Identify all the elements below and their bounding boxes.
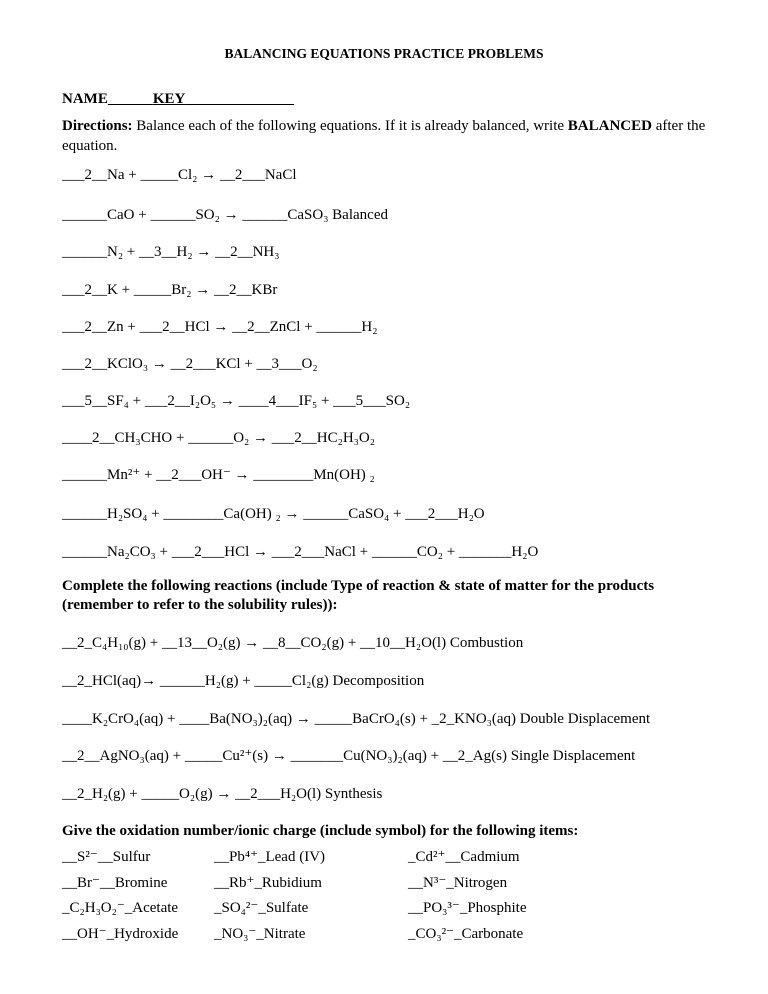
ion-nitrate: _NO₃⁻_Nitrate bbox=[214, 926, 306, 942]
directions-text: Balance each of the following equations. If it is already balanced, write bbox=[132, 118, 568, 134]
directions-text-end: after the equation. bbox=[62, 118, 706, 154]
ion-carbonate: _CO₃²⁻_Carbonate bbox=[408, 926, 524, 942]
ion-nitrogen: __N³⁻_Nitrogen bbox=[408, 875, 508, 891]
equation-7: ___5__SF₄ + ___2__I₂O₅ → ____4___IF₅ + ___5___SO₂ bbox=[62, 393, 411, 409]
equation-8: ____2__CH₃CHO + ______O₂ → ___2__HC₂H₃O₂ bbox=[62, 430, 375, 446]
name-value bbox=[108, 91, 294, 107]
reaction-decomposition: __2_HCl(aq)→ ______H₂(g) + _____Cl₂(g) Decomposition bbox=[62, 673, 425, 689]
directions-bold-word: BALANCED bbox=[567, 118, 652, 134]
ion-phosphite: __PO₃³⁻_Phosphite bbox=[408, 900, 527, 916]
ion-rubidium: __Rb⁺_Rubidium bbox=[214, 875, 322, 891]
name-key: KEY bbox=[152, 91, 186, 107]
reaction-combustion: __2_C₄H₁₀(g) + __13__O₂(g) → __8__CO₂(g) + __10__H₂O(l) Combustion bbox=[62, 635, 524, 651]
page-title: BALANCING EQUATIONS PRACTICE PROBLEMS bbox=[224, 46, 544, 61]
name-label: NAME bbox=[62, 91, 108, 107]
reactions-heading: Complete the following reactions (include Type of reaction & state of matter for the products (remember to refer to the solubility rules)): bbox=[62, 578, 655, 613]
reaction-double-displacement: ____K₂CrO₄(aq) + ____Ba(NO₃)₂(aq) → _____BaCrO₄(s) + _2_KNO₃(aq) Double Displacement bbox=[62, 711, 651, 727]
equation-3: ______N₂ + __3__H₂ → __2__NH₃ bbox=[62, 244, 280, 260]
equation-2: ______CaO + ______SO₂ → ______CaSO₃ Balanced bbox=[62, 207, 388, 223]
equation-4: ___2__K + _____Br₂ → __2__KBr bbox=[62, 282, 278, 298]
name-line bbox=[62, 90, 294, 108]
directions bbox=[62, 116, 712, 156]
equation-9: ______Mn²⁺ + __2___OH⁻ → ________Mn(OH) ₂ bbox=[62, 467, 375, 483]
equation-11: ______Na₂CO₃ + ___2___HCl → ___2___NaCl + ______CO₂ + _______H₂O bbox=[62, 544, 539, 560]
reaction-synthesis: __2_H₂(g) + _____O₂(g) → __2___H₂O(l) Synthesis bbox=[62, 786, 383, 802]
ion-sulfate: _SO₄²⁻_Sulfate bbox=[214, 900, 309, 916]
equation-1: ___2__Na + _____Cl₂ → __2___NaCl bbox=[62, 167, 297, 183]
ion-acetate: _C₂H₃O₂⁻_Acetate bbox=[62, 900, 179, 916]
ion-hydroxide: __OH⁻_Hydroxide bbox=[62, 926, 179, 942]
ions-heading: Give the oxidation number/ionic charge (include symbol) for the following items: bbox=[62, 823, 579, 839]
equation-10: ______H₂SO₄ + ________Ca(OH) ₂ → ______CaSO₄ + ___2___H₂O bbox=[62, 506, 485, 522]
ion-lead: __Pb⁴⁺_Lead (IV) bbox=[214, 849, 326, 865]
equation-5: ___2__Zn + ___2__HCl → __2__ZnCl + ______H₂ bbox=[62, 319, 378, 335]
reaction-single-displacement: __2__AgNO₃(aq) + _____Cu²⁺(s) → _______Cu(NO₃)₂(aq) + __2_Ag(s) Single Displacement bbox=[62, 748, 636, 764]
ion-sulfur: __S²⁻__Sulfur bbox=[62, 849, 151, 865]
equation-6: ___2__KClO₃ → __2___KCl + __3___O₂ bbox=[62, 356, 318, 372]
ion-cadmium: _Cd²⁺__Cadmium bbox=[408, 849, 520, 865]
directions-label: Directions: bbox=[62, 118, 133, 134]
ion-bromine: __Br⁻__Bromine bbox=[62, 875, 168, 891]
